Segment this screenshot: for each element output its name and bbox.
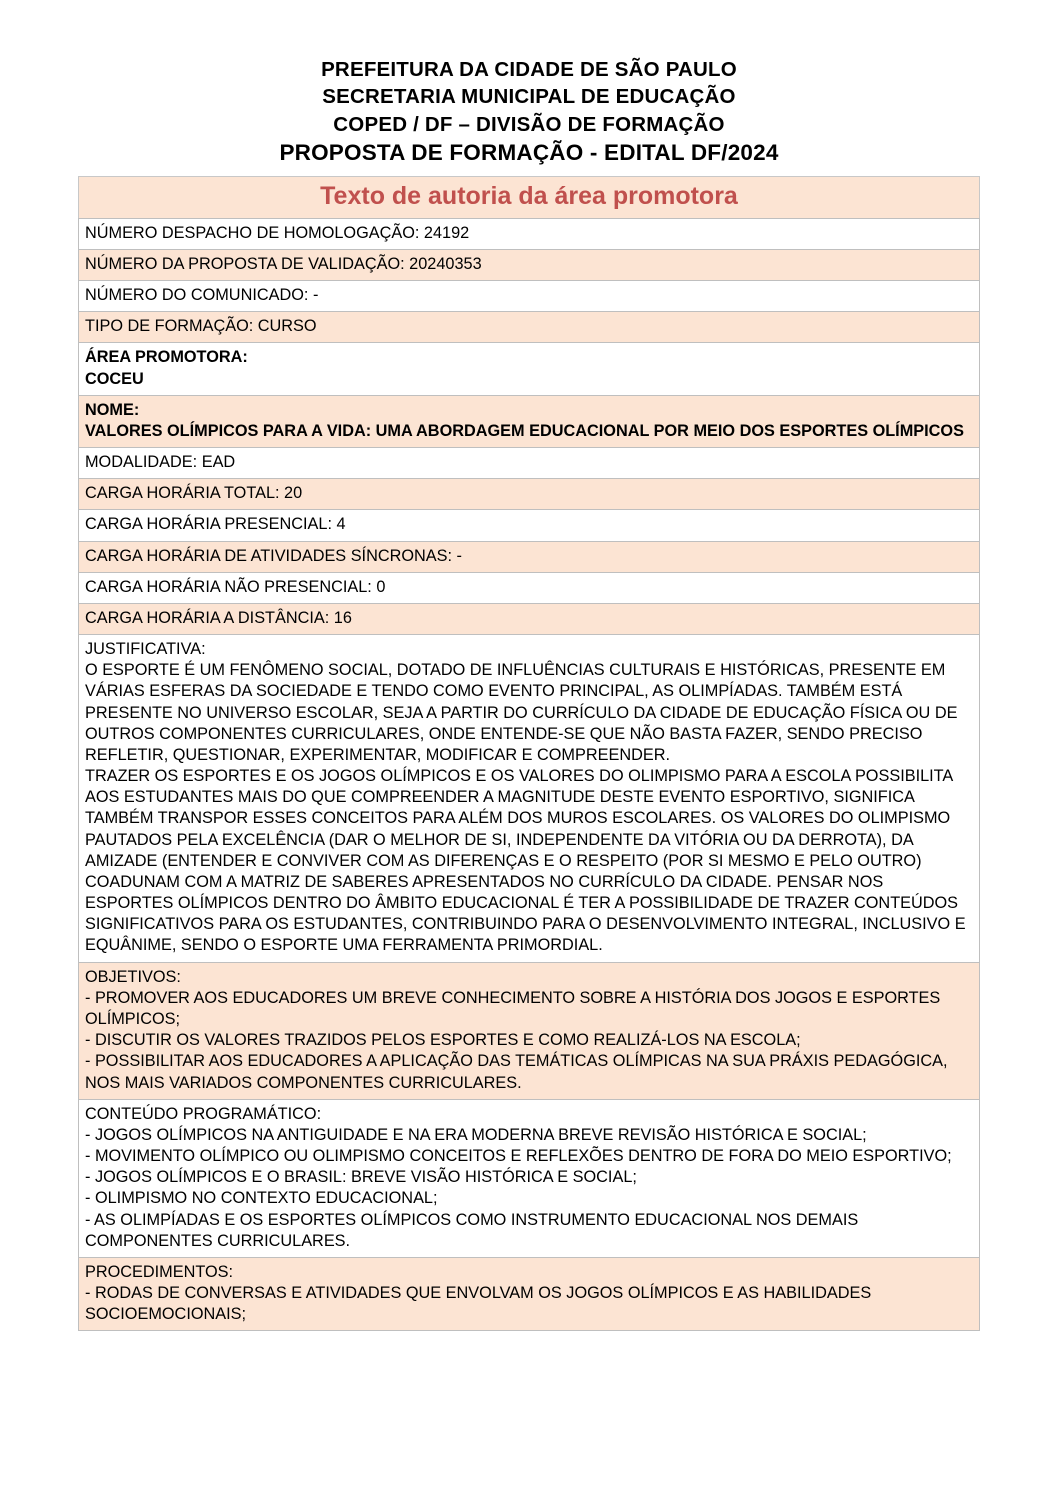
table-row <box>79 962 980 1099</box>
table-row <box>79 510 980 541</box>
title-band: Texto de autoria da área promotora <box>78 176 980 218</box>
table-row <box>79 249 980 280</box>
document-header <box>78 56 980 168</box>
header-line-prefeitura: PREFEITURA DA CIDADE DE SÃO PAULO <box>321 58 737 81</box>
header-line-coped: COPED / DF – DIVISÃO DE FORMAÇÃO <box>333 112 725 136</box>
table-row <box>79 603 980 634</box>
table-row <box>79 343 980 395</box>
field-modalidade: MODALIDADE: EAD <box>79 448 980 479</box>
field-nome-da-formacao: NOME: VALORES OLÍMPICOS PARA A VIDA: UMA ABORDAGEM EDUCACIONAL POR MEIO DOS ESPORTES OLÍMPICOS <box>79 395 980 447</box>
field-carga-horaria-presencial: CARGA HORÁRIA PRESENCIAL: 4 <box>79 510 980 541</box>
proposta-table <box>78 218 980 1332</box>
field-justificativa: JUSTIFICATIVA: O ESPORTE É UM FENÔMENO SOCIAL, DOTADO DE INFLUÊNCIAS CULTURAIS E HISTÓRICAS, PRESENTE EM VÁRIAS ESFERAS DA SOCIEDADE E TENDO COMO EVENTO PRINCIPAL, AS OLIMPÍADAS. TAMBÉM ESTÁ PRESENTE NO UNIVERSO ESCOLAR, SEJA A PARTIR DO CURRÍCULO DA CIDADE DE EDUCAÇÃO FÍSICA OU DE OUTROS COMPONENTES CURRICULARES, ONDE ENTENDE-SE QUE NÃO BASTA FAZER, SENDO PRECISO REFLETIR, QUESTIONAR, EXPERIMENTAR, MODIFICAR E COMPREENDER. TRAZER OS ESPORTES E OS JOGOS OLÍMPICOS E OS VALORES DO OLIMPISMO PARA A ESCOLA POSSIBILITA AOS ESTUDANTES MAIS DO QUE COMPREENDER A MAGNITUDE DESTE EVENTO ESPORTIVO, SIGNIFICA TAMBÉM TRANSPOR ESSES CONCEITOS PARA ALÉM DOS MUROS ESCOLARES. OS VALORES DO OLIMPISMO PAUTADOS PELA EXCELÊNCIA (DAR O MELHOR DE SI, INDEPENDENTE DA VITÓRIA OU DA DERROTA), DA AMIZADE (ENTENDER E CONVIVER COM AS DIFERENÇAS E O RESPEITO (POR SI MESMO E PELO OUTRO) COADUNAM COM A MATRIZ DE SABERES APRESENTADOS NO CURRÍCULO DA CIDADE. PENSAR NOS ESPORTES OLÍMPICOS DENTRO DO ÂMBITO EDUCACIONAL É TER A POSSIBILIDADE DE TRAZER CONTEÚDOS SIGNIFICATIVOS PARA OS ESTUDANTES, CONTRIBUINDO PARA O DESENVOLVIMENTO INTEGRAL, INCLUSIVO E EQUÂNIME, SENDO O ESPORTE UMA FERRAMENTA PRIMORDIAL. <box>79 635 980 963</box>
table-row <box>79 635 980 963</box>
field-numero-despacho-homologacao: NÚMERO DESPACHO DE HOMOLOGAÇÃO: 24192 <box>79 218 980 249</box>
field-tipo-de-formacao: TIPO DE FORMAÇÃO: CURSO <box>79 312 980 343</box>
table-row <box>79 572 980 603</box>
header-line-secretaria: SECRETARIA MUNICIPAL DE EDUCAÇÃO <box>322 85 736 109</box>
header-line-proposta: PROPOSTA DE FORMAÇÃO - EDITAL DF/2024 <box>279 139 779 165</box>
table-row <box>79 312 980 343</box>
field-carga-horaria-nao-presencial: CARGA HORÁRIA NÃO PRESENCIAL: 0 <box>79 572 980 603</box>
field-area-promotora: ÁREA PROMOTORA: COCEU <box>79 343 980 395</box>
proposta-table-body <box>79 218 980 1331</box>
table-row <box>79 448 980 479</box>
field-conteudo-programatico: CONTEÚDO PROGRAMÁTICO: - JOGOS OLÍMPICOS NA ANTIGUIDADE E NA ERA MODERNA BREVE REVISÃO HISTÓRICA E SOCIAL; - MOVIMENTO OLÍMPICO OU OLIMPISMO CONCEITOS E REFLEXÕES DENTRO DE FORA DO MEIO ESPORTIVO; - JOGOS OLÍMPICOS E O BRASIL: BREVE VISÃO HISTÓRICA E SOCIAL; - OLIMPISMO NO CONTEXTO EDUCACIONAL; - AS OLIMPÍADAS E OS ESPORTES OLÍMPICOS COMO INSTRUMENTO EDUCACIONAL NOS DEMAIS COMPONENTES CURRICULARES. <box>79 1099 980 1257</box>
table-row <box>79 218 980 249</box>
table-row <box>79 1257 980 1331</box>
field-objetivos: OBJETIVOS: - PROMOVER AOS EDUCADORES UM BREVE CONHECIMENTO SOBRE A HISTÓRIA DOS JOGOS E ESPORTES OLÍMPICOS; - DISCUTIR OS VALORES TRAZIDOS PELOS ESPORTES E COMO REALIZÁ-LOS NA ESCOLA; - POSSIBILITAR AOS EDUCADORES A APLICAÇÃO DAS TEMÁTICAS OLÍMPICAS NA SUA PRÁXIS PEDAGÓGICA, NOS MAIS VARIADOS COMPONENTES CURRICULARES. <box>79 962 980 1099</box>
field-carga-horaria-total: CARGA HORÁRIA TOTAL: 20 <box>79 479 980 510</box>
field-numero-proposta-validacao: NÚMERO DA PROPOSTA DE VALIDAÇÃO: 20240353 <box>79 249 980 280</box>
table-row <box>79 479 980 510</box>
table-row <box>79 395 980 447</box>
field-numero-comunicado: NÚMERO DO COMUNICADO: - <box>79 281 980 312</box>
field-carga-horaria-a-distancia: CARGA HORÁRIA A DISTÂNCIA: 16 <box>79 603 980 634</box>
table-row <box>79 1099 980 1257</box>
table-row <box>79 281 980 312</box>
table-row <box>79 541 980 572</box>
field-procedimentos: PROCEDIMENTOS: - RODAS DE CONVERSAS E ATIVIDADES QUE ENVOLVAM OS JOGOS OLÍMPICOS E AS HABILIDADES SOCIOEMOCIONAIS; <box>79 1257 980 1331</box>
field-carga-horaria-atividades-sincronas: CARGA HORÁRIA DE ATIVIDADES SÍNCRONAS: - <box>79 541 980 572</box>
